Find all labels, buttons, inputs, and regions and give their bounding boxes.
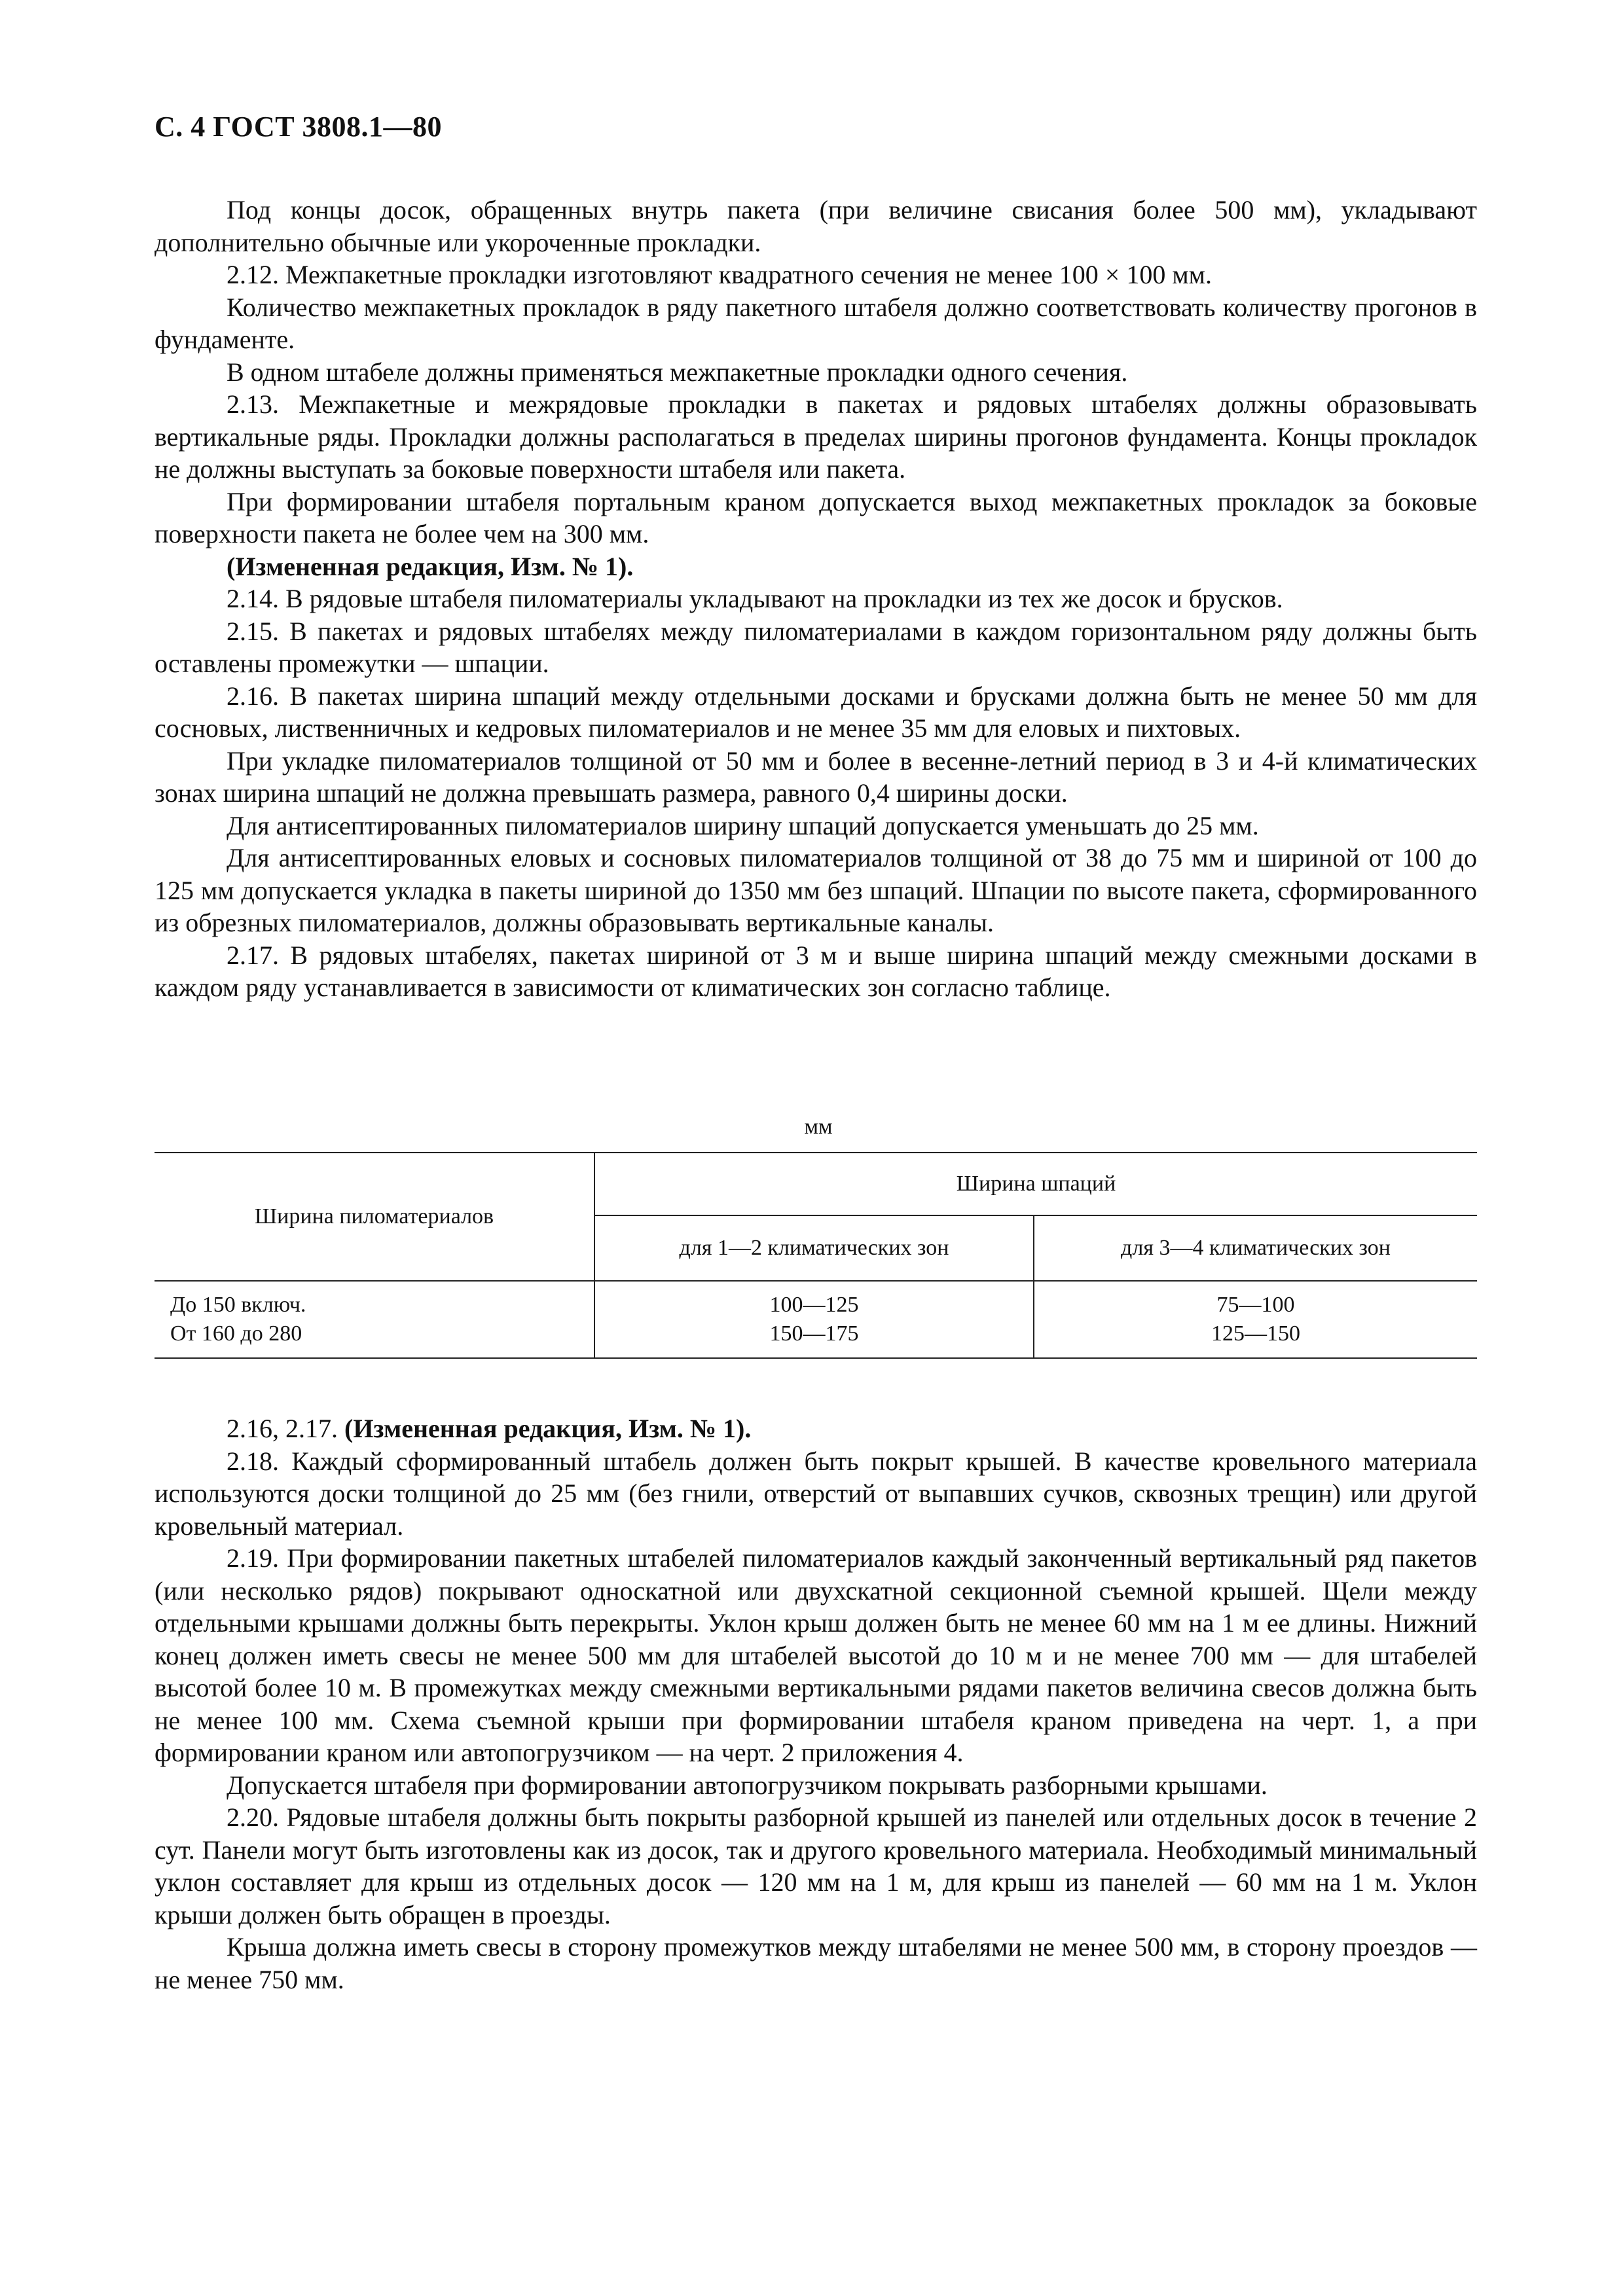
paragraph-2-17: 2.17. В рядовых штабелях, пакетах шириной от 3 м и выше ширина шпаций между смежными досками в каждом ряду устанавливается в зависимости от климатических зон согласно таблице. [155,940,1477,1002]
paragraph: При формировании штабеля портальным краном допускается выход межпакетных прокладок за боковые поверхности пакета не более чем на 300 мм. [155,486,1477,548]
paragraph-2-18: 2.18. Каждый сформированный штабель должен быть покрыт крышей. В качестве кровельного материала используются доски толщиной до 25 мм (без гнили, отверстий от выпавших сучков, сквозных трещин) или другой кровельный материал. [155,1446,1477,1541]
column-header-lumber-width: Ширина пиломатериалов [155,1153,594,1281]
amendment-prefix: 2.16, 2.17. [227,1414,344,1443]
zones-3-4-cell: 75—100 125—150 [1034,1281,1477,1358]
paragraph: Крыша должна иметь свесы в сторону промежутков между штабелями не менее 500 мм, в сторону проездов — не менее 750 мм. [155,1932,1477,1994]
column-header-zones-3-4: для 3—4 климатических зон [1034,1215,1477,1281]
paragraph: В одном штабеле должны применяться межпакетные прокладки одного сечения. [227,357,1128,387]
table-body-row [155,1281,1477,1358]
amendment-bold: (Измененная редакция, Изм. № 1). [344,1414,752,1443]
lumber-width-cell: До 150 включ. От 160 до 280 [155,1281,594,1358]
page-header: С. 4 ГОСТ 3808.1—80 [155,111,443,143]
amendment-note-2-16-2-17 [155,1412,1477,1445]
body-text-top [155,194,1477,1004]
paragraph: Количество межпакетных прокладок в ряду пакетного штабеля должно соответствовать количеству прогонов в фундаменте. [155,292,1477,354]
column-header-zones-1-2: для 1—2 климатических зон [594,1215,1034,1281]
amendment-note: (Измененная редакция, Изм. № 1). [227,551,634,581]
paragraph: Для антисептированных пиломатериалов ширину шпаций допускается уменьшать до 25 мм. [227,810,1259,840]
paragraph: Под концы досок, обращенных внутрь пакета (при величине свисания более 500 мм), укладывают дополнительно обычные или укороченные прокладки. [155,195,1477,257]
paragraph: Для антисептированных еловых и сосновых пиломатериалов толщиной от 38 до 75 мм и шириной от 100 до 125 мм допускается укладка в пакеты шириной до 1350 мм без шпаций. Шпации по высоте пакета, сформированного из обрезных пиломатериалов, должны образовывать вертикальные каналы. [155,843,1477,937]
zones-1-2-cell: 100—125 150—175 [594,1281,1034,1358]
paragraph: Допускается штабеля при формировании автопогрузчиком покрывать разборными крышами. [227,1770,1267,1800]
paragraph-2-20: 2.20. Рядовые штабеля должны быть покрыты разборной крышей из панелей или отдельных досок в течение 2 сут. Панели могут быть изготовлены как из досок, так и другого кровельного материала. Необходимый минимальный уклон составляет для крыш из отдельных досок — 120 мм на 1 м, для крыш из панелей — 60 мм на 1 м. Уклон крыши должен быть обращен в проезды. [155,1803,1477,1929]
body-text-bottom [155,1412,1477,1996]
table-unit-label: мм [804,1115,833,1139]
column-header-spacing-width: Ширина шпаций [594,1153,1477,1215]
spacing-table [155,1152,1477,1359]
paragraph-2-14: 2.14. В рядовые штабеля пиломатериалы укладывают на прокладки из тех же досок и брусков. [227,584,1283,613]
paragraph-2-19: 2.19. При формировании пакетных штабелей пиломатериалов каждый законченный вертикальный ряд пакетов (или несколько рядов) покрывают односкатной или двухскатной секционной съемной крышей. Щели между отдельными крышами должны быть перекрыты. Уклон крыш должен быть не менее 60 мм на 1 м ее длины. Нижний конец должен иметь свесы не менее 500 мм для штабелей высотой до 10 м и не менее 700 мм — для штабелей высотой более 10 м. В промежутках между смежными вертикальными рядами пакетов величина свесов должна быть не менее 100 мм. Схема съемной крыши при формировании штабеля краном приведена на черт. 1, а при формировании краном или автопогрузчиком — на черт. 2 приложения 4. [155,1543,1477,1767]
paragraph-2-15: 2.15. В пакетах и рядовых штабелях между пиломатериалами в каждом горизонтальном ряду должны быть оставлены промежутки — шпации. [155,616,1477,678]
paragraph-2-16: 2.16. В пакетах ширина шпаций между отдельными досками и брусками должна быть не менее 50 мм для сосновых, лиственничных и кедровых пиломатериалов и не менее 35 мм для еловых и пихтовых. [155,681,1477,743]
paragraph-2-12: 2.12. Межпакетные прокладки изготовляют квадратного сечения не менее 100 × 100 мм. [227,260,1212,289]
paragraph: При укладке пиломатериалов толщиной от 50 мм и более в весенне-летний период в 3 и 4-й климатических зонах ширина шпаций не должна превышать размера, равного 0,4 ширины доски. [155,745,1477,808]
paragraph-2-13: 2.13. Межпакетные и межрядовые прокладки в пакетах и рядовых штабелях должны образовывать вертикальные ряды. Прокладки должны располагаться в пределах ширины прогонов фундамента. Концы прокладок не должны выступать за боковые поверхности штабеля или пакета. [155,389,1477,484]
table-header-row [155,1153,1477,1215]
